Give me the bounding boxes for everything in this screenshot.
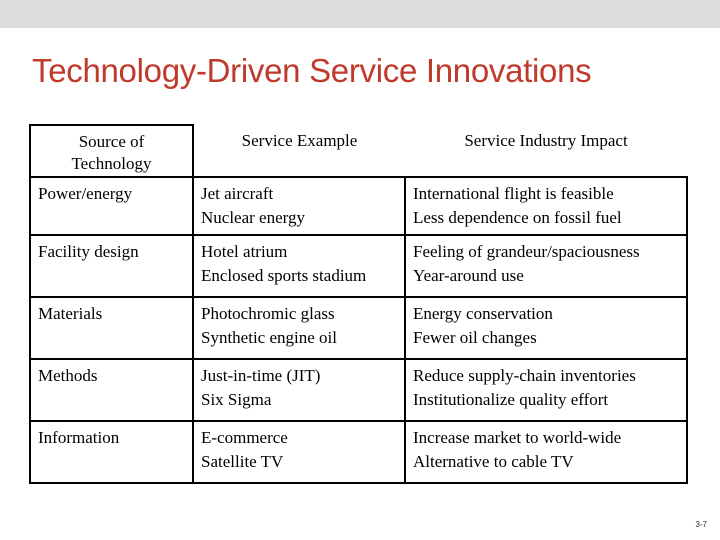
example-line: Six Sigma (201, 390, 272, 409)
technology-table (29, 124, 688, 484)
impact-line: Less dependence on fossil fuel (413, 208, 622, 227)
example-line: Synthetic engine oil (201, 328, 337, 347)
example-line: Hotel atrium (201, 242, 288, 261)
table-row (30, 235, 687, 297)
impact-line: Increase market to world-wide (413, 428, 622, 447)
impact-cell (405, 359, 687, 421)
header-source-line2: Technology (71, 154, 152, 173)
impact-line: Fewer oil changes (413, 328, 537, 347)
impact-cell (405, 421, 687, 483)
impact-line: International flight is feasible (413, 184, 614, 203)
table-row (30, 297, 687, 359)
header-source-line1: Source of (78, 132, 145, 151)
page-number: 3-7 (695, 520, 707, 529)
example-cell (193, 359, 405, 421)
table-row (30, 421, 687, 483)
header-service-industry-impact: Service Industry Impact (464, 131, 628, 150)
source-cell: Power/energy (30, 177, 193, 235)
source-cell: Materials (30, 297, 193, 359)
table-header-row (30, 125, 687, 177)
example-line: Photochromic glass (201, 304, 335, 323)
header-source-of-technology (30, 125, 193, 177)
top-band (0, 0, 720, 28)
example-line: Jet aircraft (201, 184, 274, 203)
impact-line: Year-around use (413, 266, 524, 285)
impact-cell (405, 297, 687, 359)
example-cell (193, 421, 405, 483)
example-line: Satellite TV (201, 452, 284, 471)
impact-line: Institutionalize quality effort (413, 390, 609, 409)
example-line: Nuclear energy (201, 208, 305, 227)
header-service-example: Service Example (241, 131, 358, 150)
example-cell (193, 177, 405, 235)
impact-cell (405, 177, 687, 235)
impact-cell (405, 235, 687, 297)
source-cell: Information (30, 421, 193, 483)
impact-line: Alternative to cable TV (413, 452, 574, 471)
example-cell (193, 297, 405, 359)
table-row (30, 177, 687, 235)
source-cell: Facility design (30, 235, 193, 297)
slide-title: Technology-Driven Service Innovations (32, 52, 592, 89)
impact-line: Energy conservation (413, 304, 553, 323)
impact-line: Feeling of grandeur/spaciousness (413, 242, 640, 261)
example-line: Enclosed sports stadium (201, 266, 367, 285)
example-line: E-commerce (201, 428, 288, 447)
impact-line: Reduce supply-chain inventories (413, 366, 636, 385)
source-cell: Methods (30, 359, 193, 421)
example-cell (193, 235, 405, 297)
table-row (30, 359, 687, 421)
example-line: Just-in-time (JIT) (201, 366, 321, 385)
